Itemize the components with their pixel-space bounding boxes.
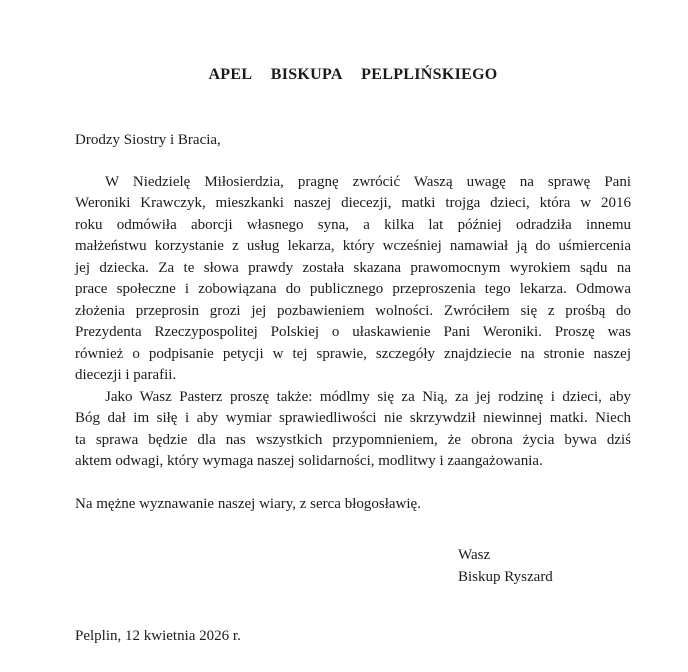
paragraph-line: złożenia przeprosin grozi jej pozbawieniem wolności. Zwróciłem się z prośbą do: [75, 302, 631, 319]
paragraph-line: W Niedzielę Miłosierdzia, pragnę zwrócić Waszą uwagę na sprawę Pani: [105, 173, 631, 190]
signature-block: [458, 544, 631, 588]
signature-line-2: Biskup Ryszard: [458, 568, 553, 585]
paragraph-line: aktem odwagi, który wymaga naszej solidarności, modlitwy i zaangażowania.: [75, 453, 543, 469]
paragraph-line: Bóg dał im siłę i aby wymiar sprawiedliwości nie skrzywdził niewinnej matki. Niech: [75, 410, 631, 426]
closing-blessing: Na mężne wyznawanie naszej wiary, z serca błogosławię.: [75, 496, 421, 512]
paragraph-line: prace społeczne i zobowiązana do publicznego przeproszenia tego lekarza. Odmowa: [75, 281, 631, 297]
paragraph-line: diecezji i parafii.: [75, 367, 177, 383]
paragraph-line: jej dziecka. Za te słowa prawdy została skazana prawomocnym wyrokiem sądu na: [75, 259, 631, 276]
paragraph-line: Jako Wasz Pasterz proszę także: módlmy się za Nią, za jej rodzinę i dzieci, aby: [105, 388, 631, 405]
document-title: APEL BISKUPA PELPLIŃSKIEGO: [208, 66, 498, 83]
salutation: Drodzy Siostry i Bracia,: [75, 132, 221, 148]
paragraph-line: ta sprawa będzie dla nas wszystkich przypomnieniem, że obrona życia bywa dziś: [75, 431, 631, 448]
paragraph-line: małżeństwu korzystanie z usług lekarza, który wcześniej namawiał ją do uśmiercenia: [75, 238, 631, 254]
place-and-date: Pelplin, 12 kwietnia 2026 r.: [75, 627, 241, 644]
signature-line-1: Wasz: [458, 546, 491, 563]
paragraph-line: Prezydenta Rzeczypospolitej Polskiej o ułaskawienie Pani Weroniki. Proszę was: [75, 324, 631, 340]
paragraph-1: [75, 172, 631, 387]
paragraph-line: również o podpisanie petycji w tej sprawie, szczegóły znajdziecie na stronie naszej: [75, 345, 631, 362]
paragraph-2: [75, 387, 631, 473]
paragraph-line: Weroniki Krawczyk, mieszkanki naszej diecezji, matki trojga dzieci, która w 2016: [75, 195, 631, 211]
paragraph-line: roku odmówiła aborcji własnego syna, a kilka lat później odradziła innemu: [75, 216, 631, 233]
